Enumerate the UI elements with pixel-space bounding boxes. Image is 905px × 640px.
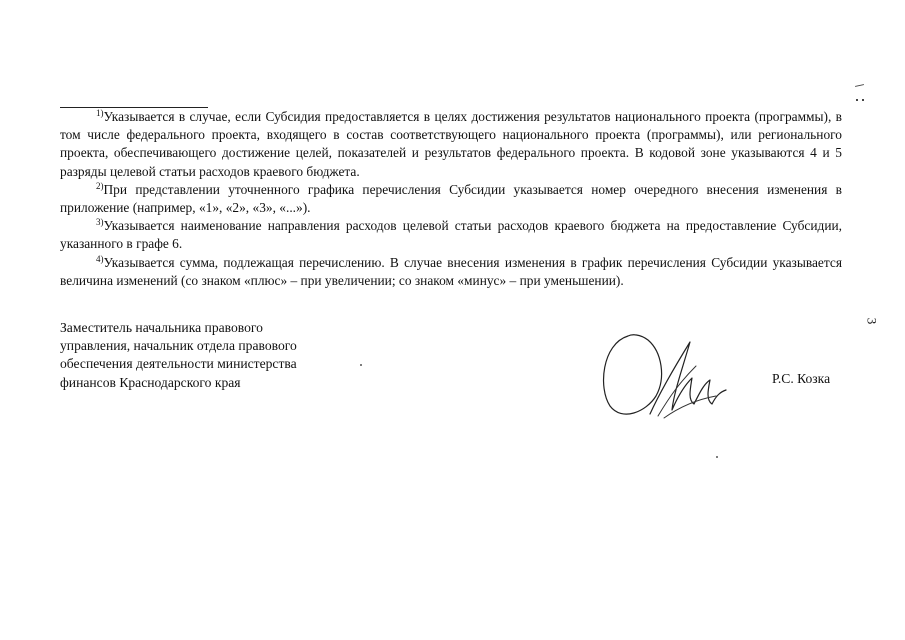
footnote-3 bbox=[60, 217, 842, 253]
signatory-line: финансов Краснодарского края bbox=[60, 374, 241, 390]
margin-mark bbox=[856, 99, 858, 101]
footnote-marker: 2) bbox=[96, 180, 104, 191]
scan-speck bbox=[360, 364, 362, 366]
handwritten-signature bbox=[598, 326, 740, 422]
footnote-text: Указывается сумма, подлежащая перечислению. В случае внесения изменения в график перечисления Субсидии указывается величина изменений (со знаком «плюс» – при увеличении; со знаком «минус» – при уменьшении). bbox=[60, 254, 842, 288]
footnote-text: При представлении уточненного графика перечисления Субсидии указывается номер очередного внесения изменения в приложение (например, «1», «2», «3», «...»). bbox=[60, 181, 842, 216]
signatory-line: управления, начальник отдела правового bbox=[60, 338, 297, 354]
margin-mark bbox=[862, 99, 864, 101]
footnote-marker: 3) bbox=[96, 217, 104, 228]
footnote-marker: 1) bbox=[96, 108, 104, 118]
scan-speck bbox=[716, 456, 718, 458]
margin-mark bbox=[855, 84, 864, 87]
footnote-2 bbox=[60, 181, 842, 217]
page-number: 3 bbox=[864, 317, 880, 325]
footnote-text: Указывается в случае, если Субсидия предоставляется в целях достижения результатов национального проекта (программы), в том числе федерального проекта, входящего в состав соответствующего национального проекта (программы), или регионального проекта, обеспечивающего достижение целей, показателей и результатов федерального проекта. В кодовой зоне указываются 4 и 5 разряды целевой статьи расходов краевого бюджета. bbox=[60, 109, 842, 179]
footnotes bbox=[60, 108, 842, 290]
signatory-line: Заместитель начальника правового bbox=[60, 320, 263, 335]
footnote-4 bbox=[60, 254, 842, 290]
signer-name: Р.С. Козка bbox=[772, 371, 831, 386]
footnote-text: Указывается наименование направления расходов целевой статьи расходов краевого бюджета на предоставление Субсидии, указанного в графе 6. bbox=[60, 218, 842, 252]
footnote-marker: 4) bbox=[96, 253, 104, 264]
signatory-title bbox=[60, 319, 297, 392]
signatory-line: обеспечения деятельности министерства bbox=[60, 356, 297, 372]
footnote-1 bbox=[60, 108, 842, 181]
